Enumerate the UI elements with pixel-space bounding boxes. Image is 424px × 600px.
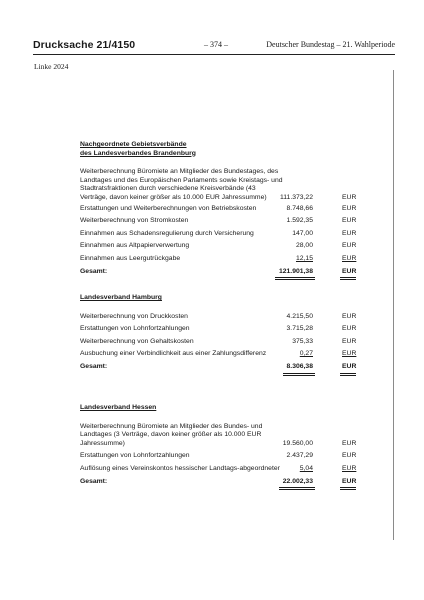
table-row [80,205,360,214]
row-amount: 4.215,50 [286,312,313,320]
total-currency: EUR [342,267,357,275]
row-amount: 2.437,29 [286,452,313,460]
table-row [80,325,360,334]
row-amount: 28,00 [295,242,313,250]
row-currency: EUR [342,325,357,333]
row-description: Erstattungen von Lohnfortzahlungen [80,452,190,460]
table-row [80,255,360,264]
section-hessen [80,404,360,486]
row-currency: EUR [342,439,357,447]
section-hamburg [80,294,360,372]
row-description: Einnahmen aus Altpapierverwertung [80,242,190,250]
row-currency: EUR [342,193,357,201]
row-currency: EUR [342,229,357,237]
table-row [80,168,360,202]
row-amount: 8.748,66 [286,204,313,212]
row-amount: 1.592,35 [286,217,313,225]
section-title: Nachgeordnete Gebietsverbände des Landesverbandes Brandenburg [80,141,196,157]
row-currency: EUR [342,464,357,472]
row-currency: EUR [342,350,357,358]
row-amount: 12,15 [295,254,313,262]
table-row [80,452,360,461]
row-description: Erstattungen von Lohnfortzahlungen [80,325,190,333]
margin-line [393,70,394,540]
section-title: Landesverband Hessen [80,404,157,411]
total-currency: EUR [342,362,357,370]
page-header [33,39,395,53]
row-description: Weiterberechnung von Stromkosten [80,217,189,225]
table-row [80,217,360,226]
row-description: Weiterberechnung Büromiete an Mitglieder des Bundestages, des Landtages und des Europäischen Parlaments sowie Kreistags- und Stadtratsfraktionen durch verschiedene Kreisverbände (43 Verträge, davon keiner größer als 10.000 EUR Jahressumme) [80,168,283,201]
row-amount: 0,27 [299,350,313,358]
row-description: Erstattungen und Weiterberechnungen von Betriebskosten [80,204,257,212]
table-row [80,423,360,449]
row-description: Weiterberechnung Büromiete an Mitglieder des Bundes- und Landtages (3 Verträge, davon keiner größer als 10.000 EUR Jahressumme) [80,422,263,447]
row-amount: 3.715,28 [286,325,313,333]
total-row [80,363,360,372]
total-row [80,268,360,277]
row-amount: 19.560,00 [282,439,313,447]
total-amount: 8.306,38 [286,362,313,370]
table-row [80,230,360,239]
row-amount: 375,33 [292,337,313,345]
table-row [80,313,360,322]
row-currency: EUR [342,204,357,212]
row-currency: EUR [342,242,357,250]
row-currency: EUR [342,312,357,320]
row-currency: EUR [342,254,357,262]
row-amount: 147,00 [292,229,313,237]
header-divider [33,54,395,55]
publisher-label: Deutscher Bundestag – 21. Wahlperiode [266,40,395,49]
row-currency: EUR [342,217,357,225]
total-amount: 121.901,38 [278,267,313,275]
total-amount: 22.002,33 [282,477,313,485]
total-label: Gesamt: [80,362,108,370]
row-description: Auflösung eines Vereinskontos hessischer Landtags-abgeordneter [80,464,280,472]
total-row [80,478,360,487]
row-amount: 5,04 [299,464,313,472]
row-description: Ausbuchung einer Verbindlichkeit aus einer Zahlungsdifferenz [80,350,267,358]
table-row [80,242,360,251]
row-description: Einnahmen aus Leergutrückgabe [80,254,181,262]
total-label: Gesamt: [80,267,108,275]
row-description: Weiterberechnung von Gehaltskosten [80,337,194,345]
table-row [80,350,360,359]
document-number: Drucksache 21/4150 [33,39,136,51]
row-description: Einnahmen aus Schadensregulierung durch Versicherung [80,229,254,237]
page-number: – 374 – [204,40,228,49]
row-currency: EUR [342,452,357,460]
total-currency: EUR [342,477,357,485]
row-currency: EUR [342,337,357,345]
table-row [80,465,360,474]
section-title: Landesverband Hamburg [80,294,162,301]
table-row [80,338,360,347]
party-year-label: Linke 2024 [34,62,69,71]
row-amount: 111.373,22 [279,193,313,201]
row-description: Weiterberechnung von Druckkosten [80,312,188,320]
total-label: Gesamt: [80,477,108,485]
section-brandenburg [80,141,360,276]
